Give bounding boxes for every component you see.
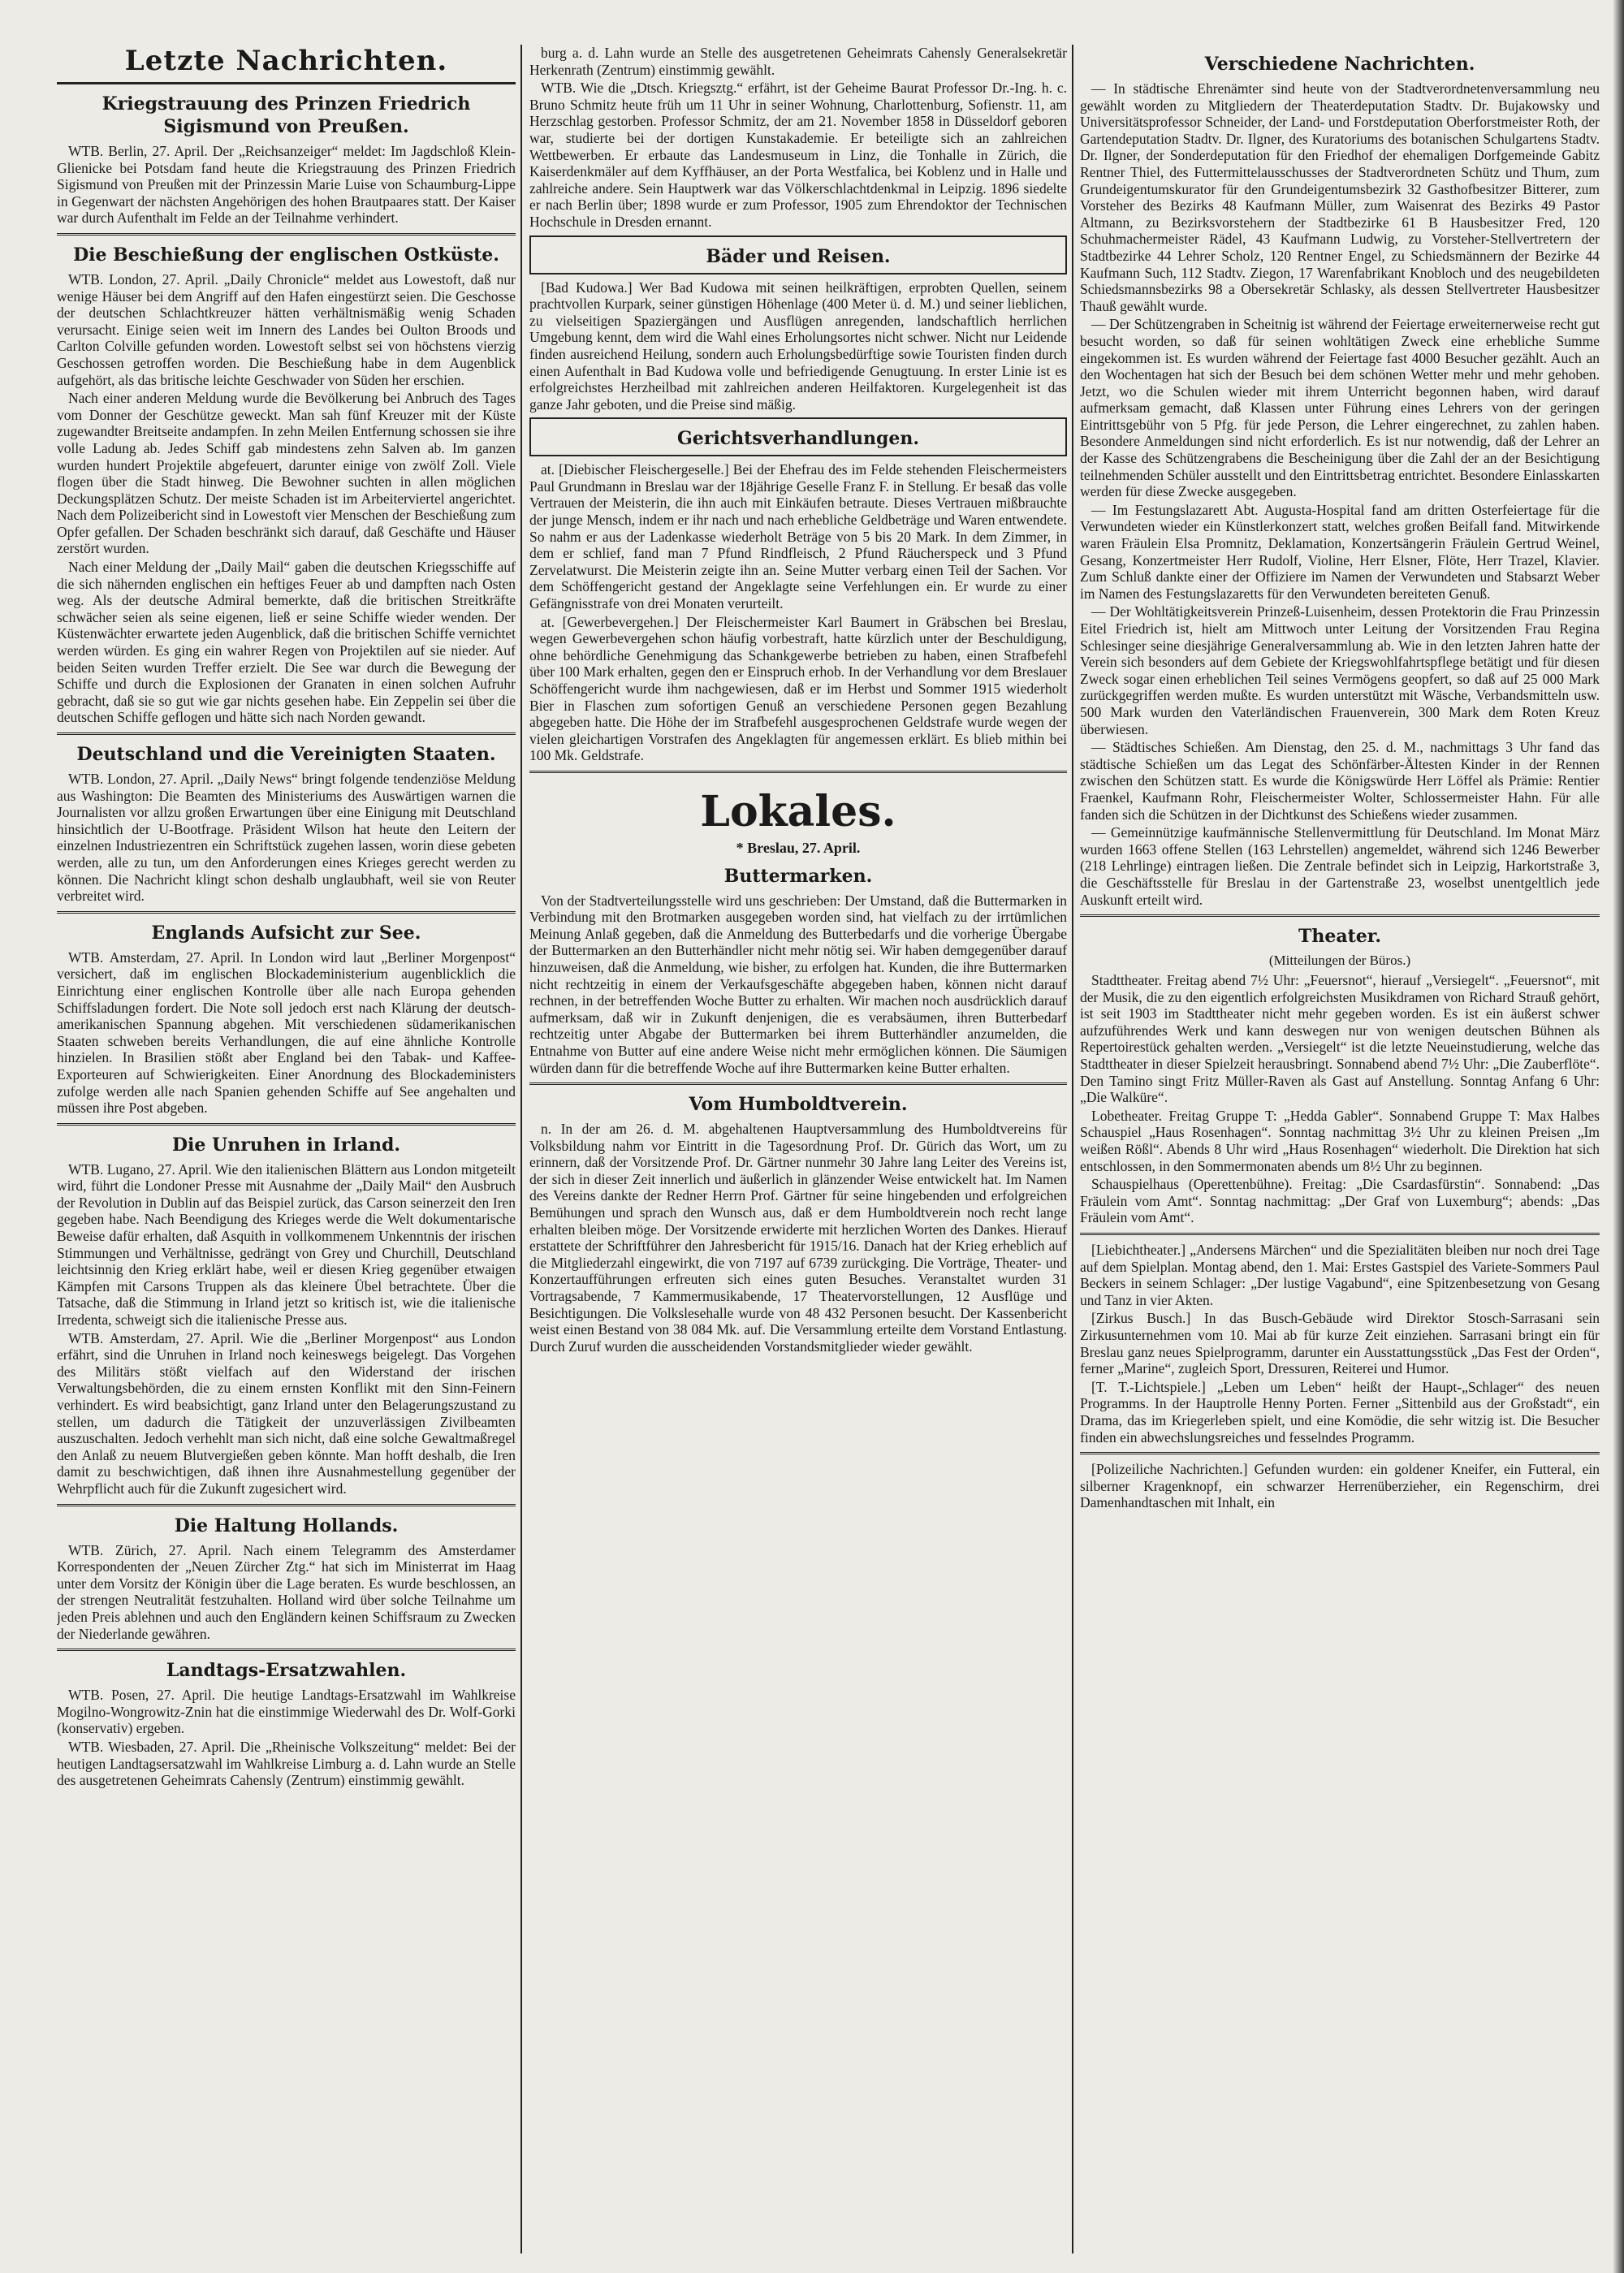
headline-butter: Buttermarken. <box>723 865 873 887</box>
article-war-wedding: WTB. Berlin, 27. April. Der „Reichsanzeiger“ meldet: Im Jagdschloß Klein-Glienicke bei Potsdam fand heute die Kriegstrauung des Prinzen Friedrich Sigismund von Preußen mit der Prinzessin Marie Luise von Schaumburg-Lippe in Gegenwart der nächsten Angehörigen des hohen Brautpaares statt. Der Kaiser war durch Aufenthalt im Felde an der Teilnahme verhindert. <box>57 143 516 227</box>
article-theater-2: Lobetheater. Freitag Gruppe T: „Hedda Gabler“. Sonnabend Gruppe T: Max Halbes Schauspiel „Haus Rosenhagen“. Sonntag nachmittag 3½ Uhr zu kleinen Preisen „Im weißen Rößl“. Abends 8 Uhr wird „Haus Rosenhagen“ wiederholt. Die Direktion hat sich entschlossen, in den Sommermonaten abends um 8½ Uhr zu beginnen. <box>1080 1107 1600 1174</box>
headline-local: Lokales. <box>700 786 896 836</box>
divider <box>1080 914 1600 917</box>
article-misc-4: — Der Wohltätigkeitsverein Prinzeß-Luisenheim, dessen Protektorin die Frau Prinzessin Eitel Friedrich ist, hielt am Mittwoch unter Leitung der Vorsitzenden Frau Regina Schlesinger seine diesjährige Generalversammlung ab. Wie in den letzten Jahren hatte der Verein sich besonders auf dem Gebiete der Kriegswohlfahrtspflege betätigt und für diesen Zweck sogar einen erheblichen Teil seines Vermögens geopfert, so daß auf 25 000 Mark zurückgegriffen werden mußte. Es wurden unterstützt mit Wäsche, Verbandsmitteln usw. 500 Mark wurden den Vaterländischen Frauenverein, 300 Mark dem Roten Kreuz überwiesen. <box>1080 603 1600 737</box>
section-baths-box <box>529 236 1067 274</box>
headline-war-wedding: Kriegstrauung des Prinzen Friedrich Sigismund von Preußen. <box>102 93 471 137</box>
headline-baths: Bäder und Reisen. <box>706 245 891 267</box>
divider <box>57 732 516 735</box>
article-misc-6: — Gemeinnützige kaufmännische Stellenvermittlung für Deutschland. Im Monat März wurden 1663 offene Stellen (163 Lehrstellen) angemeldet, während sich 1246 Bewerber (218 Lehrlinge) eintragen ließen. Die Zentrale befindet sich in Leipzig, Harkortstraße 3, die Geschäftsstelle für Breslau in der Gartenstraße 23, woselbst unentgeltlich jede Auskunft erteilt wird. <box>1080 824 1600 908</box>
section-masthead: Letzte Nachrichten. <box>57 45 516 84</box>
article-theater-1: Stadttheater. Freitag abend 7½ Uhr: „Feuersnot“, hierauf „Versiegelt“. „Feuersnot“, mit der Musik, die zu den eigentlich erfolgreichsten Musikdramen von Richard Strauß gehört, ist seit 1903 im Stadttheater nicht mehr gegeben worden. Es ist ein äußerst schwer aufzuführendes Werk und kann deswegen nur von wenigen deutschen Bühnen als Repertoirestück gehalten werden. „Versiegelt“ ist die letzte Neueinstudierung, welche das Stadttheater in dieser Spielzeit herausbringt. Sonnabend abend 7½ Uhr: „Die Zauberflöte“. Den Tamino singt Fritz Müller-Raven als Gast auf Anstellung. Sonntag Anfang 6 Uhr: „Die Walküre“. <box>1080 972 1600 1106</box>
divider <box>529 1082 1067 1085</box>
page-edge-shadow <box>1613 0 1624 2273</box>
headline-east-coast: Die Beschießung der englischen Ostküste. <box>73 244 499 266</box>
column-rule <box>1072 45 1073 2254</box>
article-misc-5: — Städtisches Schießen. Am Dienstag, den 25. d. M., nachmittags 3 Uhr fand das städtische Schießen um das Legat des Schönfärber-Ältesten Kinder in der Rennen zwischen den Schützen statt. Es wurde die Königswürde Herr Löffel als Prämie: Rentier Fraenkel, Kaufmann Rohr, Fleischermeister Wolter, Schlossermeister Hahn. Für alle fanden sich die Schützen in der Dichtkunst des Schießens wieder zusammen. <box>1080 739 1600 823</box>
headline-sea-control: Englands Aufsicht zur See. <box>151 922 421 944</box>
article-usa: WTB. London, 27. April. „Daily News“ bringt folgende tendenziöse Meldung aus Washington: Die Beamten des Ministeriums des Auswärtigen warnen die Journalisten vor allzu großen Erwartungen über eine Einigung mit Deutschland hinsichtlich der U-Bootfrage. Präsident Wilson hat heute den Leitern der einzelnen Industriezentren ein Schriftstück zugehen lassen, worin diese gebeten werden, alle zu tun, um den Anforderungen eines Krieges gerecht werden zu können. Die Nachricht klingt schon deshalb unglaubhaft, weil sie von Reuter verbreitet wird. <box>57 771 516 905</box>
article-police: [Polizeiliche Nachrichten.] Gefunden wurden: ein goldener Kneifer, ein Futteral, ein silberner Kragenknopf, ein schwarzer Herrenüberzieher, ein Regenschirm, drei Damenhandtaschen mit Inhalt, ein <box>1080 1461 1600 1511</box>
newspaper-page <box>57 45 1600 2254</box>
divider <box>57 911 516 914</box>
divider <box>1080 1233 1600 1235</box>
divider <box>57 233 516 236</box>
dateline: * Breslau, 27. April. <box>736 839 861 856</box>
column-middle <box>529 45 1067 2254</box>
article-humboldt: n. In der am 26. d. M. abgehaltenen Hauptversammlung des Humboldtvereins für Volksbildung nahm vor Eintritt in die Tagesordnung Prof. Dr. Gürich das Wort, um zu erinnern, daß der Vorsitzende Prof. Dr. Gärtner nunmehr 30 Jahre lang Leiter des Vereins ist, der sich in dieser Zeit innerlich und äußerlich in glänzender Weise entwickelt hat. Im Namen des Vereins dankte der Redner Herrn Prof. Gärtner für seine hingebenden und erfolgreichen Bemühungen und sprach den Wunsch aus, daß er dem Humboldtverein noch recht lange erhalten bleiben möge. Der Vorsitzende erwiderte mit herzlichen Worten des Dankes. Hierauf erstattete der Schriftführer den Jahresbericht für 1915/16. Danach hat der Krieg erheblich auf die Mitgliederzahl eingewirkt, die von 7197 auf 6739 zurückging. Die Vorträge, Theater- und Konzertaufführungen erfreuten sich eines guten Besuches. Veranstaltet wurden 31 Vortragsabende, 7 Kammermusikabende, 17 Theatervorstellungen, 12 Ausflüge und Besichtigungen. Die Volkslesehalle wurde von 48 432 Personen besucht. Der Kassenbericht weist einen Bestand von 38 084 Mk. auf. Die Versammlung erteilte dem Vorstand Entlastung. Durch Zuruf wurden die ausscheidenden Vorstandsmitglieder wieder gewählt. <box>529 1121 1067 1355</box>
article-butter: Von der Stadtverteilungsstelle wird uns geschrieben: Der Umstand, daß die Buttermarken in Verbindung mit den Brotmarken ausgegeben worden sind, hat vielfach zu der irrtümlichen Meinung Anlaß gegeben, daß die Anmeldung des Butterbedarfs und die vorherige Übergabe der Buttermarken an den Butterhändler nicht mehr nötig sei. Wir haben demgegenüber darauf hinzuweisen, daß die Anmeldung, wie bisher, zu erfolgen hat. Kunden, die ihre Buttermarken nicht rechtzeitig in einem der Verkaufsgeschäfte abgegeben haben, können nicht darauf rechnen, in der betreffenden Woche Butter zu erhalten. Wir machen noch ausdrücklich darauf aufmerksam, daß wir in Zukunft denjenigen, die es verabsäumen, ihren Butterbedarf rechtzeitig unter Abgabe der Buttermarken bei ihrem Butterhändler anzumelden, die Entnahme von Butter auf eine andere Weise nicht mehr ermöglichen können. Die Säumigen würden dann für die betreffende Woche auf ihre Buttermarken keine Butter erhalten. <box>529 892 1067 1076</box>
divider <box>57 1649 516 1651</box>
article-court-2: at. [Gewerbevergehen.] Der Fleischermeister Karl Baumert in Gräbschen bei Breslau, wegen Gewerbevergehen schon häufig vorbestraft, hatte kürzlich unter der Beschuldigung, ohne behördliche Genehmigung das Schankgewerbe betrieben zu haben, einen Strafbefehl über 100 Mark erhalten, gegen den er Einspruch erhob. In der Verhandlung vor dem Breslauer Schöffengericht wurde ihm nachgewiesen, daß er im Herbst und Sommer 1915 wiederholt Bier in Flaschen zum sofortigen Genuß an verschiedene Personen gegen Bezahlung abgegeben hatte. Die Höhe der im Strafbefehl ausgesprochenen Geldstrafe wurde wegen der vielen gleichartigen Vorstrafen des Angeklagten für angemessen erklärt. Es blieb mithin bei 100 Mk. Geldstrafe. <box>529 613 1067 764</box>
headline-holland: Die Haltung Hollands. <box>174 1515 399 1536</box>
article-elections-1: WTB. Posen, 27. April. Die heutige Landtags-Ersatzwahl im Wahlkreise Mogilno-Wongrowitz-Znin hat die einstimmige Wiederwahl des Dr. Wolf-Gorki (konservativ) ergeben. <box>57 1687 516 1737</box>
article-ireland-1: WTB. Lugano, 27. April. Wie den italienischen Blättern aus London mitgeteilt wird, führt die Londoner Presse mit Ausnahme der „Daily Mail“ den Ausbruch der Revolution in Dublin auf das Beispiel zurück, das Carson seinerzeit den Iren gegeben habe. Nach Beendigung des Krieges werde die Welt dokumentarische Beweise dafür erhalten, daß Asquith in vollkommenem Unkenntnis der irischen Stimmungen und Verhältnisse, gedrängt von Grey und Churchill, Deutschland leichtsinnig den Krieg erklärt habe, weil er diesen Krieg gegenüber etwaigen Kämpfen mit Carsons Truppen als das kleinere Übel betrachtete. Über die Tatsache, daß die Stimmung in Irland jetzt so kritisch ist, wie die italienische Irredenta, schweigt sich die italienische Presse aus. <box>57 1160 516 1329</box>
article-misc-3: — Im Festungslazarett Abt. Augusta-Hospital fand am dritten Osterfeiertage für die Verwundeten wieder ein Künstlerkonzert statt, welches großen Beifall fand. Mitwirkende waren Fräulein Elsa Promnitz, Deklamation, Konzertsängerin Fräulein Gertrud Weinel, Gesang, Konzertmeister Herr Rudolf, Violine, Herr Elsner, Flöte, Herr Trazel, Klavier. Zum Schluß dankte einer der Offiziere im Namen der Verwundeten und Stabsarzt Weber im Namen des Festungslazaretts für den Verwundeten bereiteten Genuß. <box>1080 501 1600 602</box>
divider <box>1080 1452 1600 1454</box>
article-ireland-2: WTB. Amsterdam, 27. April. Wie die „Berliner Morgenpost“ aus London erfährt, sind die Unruhen in Irland noch keineswegs beigelegt. Das Vorgehen des Militärs stößt vielfach auf den Widerstand der irischen Verwaltungsbehörden, die zu einem ernsten Konflikt mit den Sinn-Feinern verhindert. Es wird beabsichtigt, ganz Irland unter den Belagerungszustand zu stellen, um dadurch die Tätigkeit der unzuverlässigen Zivilbeamten auszuschalten. Jedoch verhehlt man sich nicht, daß eine solche Gewaltmaßregel den Anlaß zu neuem Blutvergießen geben könnte. Man hofft deshalb, die Iren damit zu beschwichtigen, daß ihnen ihre Ausnahmestellung gegenüber der Wehrpflicht auch für die Zukunft zugesichert wird. <box>57 1329 516 1497</box>
headline-elections: Landtags-Ersatzwahlen. <box>166 1660 407 1682</box>
headline-usa: Deutschland und die Vereinigten Staaten. <box>76 744 496 765</box>
article-sea-control: WTB. Amsterdam, 27. April. In London wird laut „Berliner Morgenpost“ versichert, daß im englischen Blockadeministerium augenblicklich die Einrichtung einer englischen Kontrolle über alle nach Europa gehenden Schiffsladungen fordert. Die Note soll jedoch erst nach Klärung der deutsch-amerikanischen Spannung abgehen. Mit verschiedenen südamerikanischen Staaten schweben bereits Verhandlungen, die auf eine ähnliche Kontrolle hinzielen. In Brasilien stößt aber England bei den Tabak- und Kaffee-Exporteuren auf Schwierigkeiten. Einer Anordnung des Blockadeministers zufolge werden alle nach Spanien gehenden Schiffe auf See angehalten und müssen ihre Post abgeben. <box>57 949 516 1117</box>
section-court-box <box>529 417 1067 456</box>
article-misc-1: — In städtische Ehrenämter sind heute von der Stadtverordnetenversammlung neu gewählt worden zu Mitgliedern der Theaterdeputation Stadtv. Dr. Bujakowsky und Universitätsprofessor Schneider, der Land- und Forstdeputation Oberforstmeister Roth, der Gartendeputation Stadtv. Dr. Ilgner, des Kuratoriums des botanischen Schulgartens Stadtv. Dr. Ilgner, der Sonderdeputation für den Friedhof der ehemaligen Dorfgemeinde Gabitz Rentner Thiel, des Futtermittelausschusses der Stadtverordneten Schütz und Thum, zum Grundeigentumskurator für den Grundeigentumsbezirk 32 Gasthofbesitzer Bitterer, zum Vorsteher des Bezirks 48 Kaufmann Müller, zum Waisenrat des Bezirks 49 Pastor Altmann, zu Bezirksvorstehern der Stadtbezirke 61 B Hausbesitzer Fred, 120 Schuhmachermeister Rädel, 43 Kaufmann Ludwig, zu Vorsteher-Stellvertretern der Stadtbezirke 44 Lehrer Scholz, 120 Rentner Engel, zu Schiedsmännern der Bezirke 44 Kaufmann Such, 112 Stadtv. Ziegon, 17 Warenfabrikant Knobloch und des neugebildeten Schiedsmannsbezirks 98 a Obersekretär Schlasky, als dessen Stellvertreter Hausbesitzer Thauß gewählt wurde. <box>1080 80 1600 314</box>
article-theater-6: [T. T.-Lichtspiele.] „Leben um Leben“ heißt der Haupt-„Schlager“ des neuen Programms. In der Hauptrolle Henny Porten. Ferner „Sittenbild aus der Großstadt“, ein Drama, das im Kriegerleben spielt, und eine Komödie, die sehr witzig ist. Die Besucher finden ein abwechslungsreiches und fesselndes Programm. <box>1080 1378 1600 1445</box>
article-misc-2: — Der Schützengraben in Scheitnig ist während der Feiertage erweiternerweise recht gut besucht worden, so daß für seinen wohltätigen Zweck eine erhebliche Summe eingekommen ist. Es wurden während der Feiertage fast 4000 Besucher gezählt. Auch an den Wochentagen hat sich der Besuch bei dem schönen Wetter mehr und mehr gehoben. Jetzt, wo die Schulen wieder mit ihrem Unterricht begonnen haben, wird darauf aufmerksam gemacht, daß Klassen unter Führung eines Lehrers von der geringen Eintrittsgebühr von 5 Pfg. für jede Person, die Lehrer eingerechnet, zu zahlen haben. Besondere Anmeldungen sind nicht erforderlich. Es ist nur notwendig, daß der Lehrer an der Kasse des Schützengrabens die Bescheinigung über die Zahl der an der Besichtigung teilnehmenden Schüler ausstellt und den Eintrittsbetrag entrichtet. Besondere Einlasskarten werden für diese Zwecke ausgegeben. <box>1080 316 1600 500</box>
article-east-coast-3: Nach einer Meldung der „Daily Mail“ gaben die deutschen Kriegsschiffe auf die sich nähernden englischen ein heftiges Feuer ab und dampften nach Osten weg. Als der deutsche Admiral bemerkte, daß die britischen Streitkräfte schwächer seien als seine eigenen, ließ er seine Schiffe wieder wenden. Der Küstenwächter erwartete jeden Augenblick, daß die britischen Schiffe vernichtet werden würden. Es ging ein wahrer Regen von Projektilen auf sie nieder. Auf beiden Seiten wurden Treffer erzielt. Die See war durch die Bewegung der Schiffe und durch die Explosionen der Granaten in einen solchen Aufruhr gebracht, daß sie so gut wie gar nichts gesehen habe. Ein Zeppelin sei über die deutschen Schiffe geflogen und hätte sich nach Norden gewandt. <box>57 559 516 726</box>
divider <box>529 771 1067 773</box>
headline-humboldt: Vom Humboldtverein. <box>689 1094 908 1116</box>
divider <box>57 1504 516 1506</box>
divider <box>57 1123 516 1126</box>
article-holland: WTB. Zürich, 27. April. Nach einem Telegramm des Amsterdamer Korrespondenten der „Neuen Zürcher Ztg.“ hat sich im Ministerrat im Haag unter dem Vorsitz der Königin über die Lage beraten. Es wurde beschlossen, an der strengen Neutralität festzuhalten. Holland wird über solche Teilnahme um jeden Preis ablehnen und auch den Engländern keinen Schiffsraum zu Zwecken der Niederlande gewähren. <box>57 1541 516 1642</box>
article-east-coast-2: Nach einer anderen Meldung wurde die Bevölkerung bei Anbruch des Tages vom Donner der Geschütze geweckt. Man sah fünf Kreuzer mit der Küste zugewandter Breitseite andampfen. In zehn Meilen Entfernung schossen sie ihre volle Ladung ab. Jedes Schiff gab mindestens zehn Salven ab. Im ganzen wurden hundert Projektile abgefeuert, darunter einige von zwölf Zoll. Viele flogen über die Stadt hinweg. Die Bewohner suchten in allen möglichen Deckungsplätzen Schutz. Der meiste Schaden ist im Arbeiterviertel angerichtet. Nach dem Polizeibericht sind in Lowestoft vier Menschen der Beschießung zum Opfer gefallen. Der Schaden beschränkt sich darauf, daß Geschäfte und Häuser zerstört wurden. <box>57 390 516 557</box>
headline-theater: Theater. <box>1298 926 1381 948</box>
column-right <box>1080 45 1600 2254</box>
article-court-1: at. [Diebischer Fleischergeselle.] Bei der Ehefrau des im Felde stehenden Fleischermeisters Paul Grundmann in Breslau war der 18jährige Geselle Franz F. in Stellung. Er besaß das volle Vertrauen der Meisterin, die ihn auch mit Einkäufen betraute. Dieses Vertrauen mißbrauchte der junge Mensch, indem er ihr nach und nach erhebliche Geldbeträge und Waren entwendete. So nahm er aus der Ladenkasse wiederholt Beträge von 5 bis 20 Mark. In dem Zimmer, in dem er schlief, fand man 7 Pfund Rindfleisch, 2 Pfund Räucherspeck und 3 Pfund Zervelatwurst. Die Meisterin zeigte ihn an. Seine Mutter verbarg einen Teil der Sachen. Vor dem Schöffengericht gestand der Angeklagte seine Verfehlungen ein. Er wurde zu einer Gefängnisstrafe von drei Monaten verurteilt. <box>529 461 1067 612</box>
headline-misc: Verschiedene Nachrichten. <box>1204 54 1475 75</box>
article-continued: burg a. d. Lahn wurde an Stelle des ausgetretenen Geheimrats Cahensly Generalsekretär Herkenrath (Zentrum) einstimmig gewählt. <box>529 45 1067 78</box>
article-bad-kudowa: [Bad Kudowa.] Wer Bad Kudowa mit seinen heilkräftigen, erprobten Quellen, seinem prachtvollen Kurpark, seiner günstigen Höhenlage (400 Meter ü. d. M.) und seiner lieblichen, zu vielseitigen Spaziergängen und Ausflügen anregenden, landschaftlich herrlichen Umgebung kennt, dem wird die Wahl eines Erholungsortes nicht schwer. Nicht nur Leidende finden ausreichend Heilung, sondern auch Erholungsbedürftige sowie Touristen finden durch einen Aufenthalt in Bad Kudowa volle und befriedigende Genugtuung. In erster Linie ist es erfolgreichstes Herzheilbad mit zahlreichen anderen Heilfaktoren. Kurgelegenheit ist das ganze Jahr geboten, und die Preise sind mäßig. <box>529 279 1067 413</box>
column-left <box>57 45 516 2254</box>
column-rule <box>520 45 522 2254</box>
article-theater-5: [Zirkus Busch.] In das Busch-Gebäude wird Direktor Stosch-Sarrasani sein Zirkusunternehmen vom 10. Mai ab für kurze Zeit einziehen. Sarrasani bringt ein für Breslau ganz neues Spielprogramm, darunter ein Ausstattungsstück „Das Fest der Orden“, ferner „Marine“, zugleich Sport, Dressuren, Reiterei und Humor. <box>1080 1310 1600 1377</box>
article-bruno-schmitz: WTB. Wie die „Dtsch. Kriegsztg.“ erfährt, ist der Geheime Baurat Professor Dr.-Ing. h. c. Bruno Schmitz heute früh um 11 Uhr in seiner Wohnung, Charlottenburg, Sofienstr. 11, am Herzschlag gestorben. Professor Schmitz, der am 21. November 1858 in Düsseldorf geboren war, studierte bei der dortigen Kunstakademie. Er beteiligte sich an zahlreichen Wettbewerben. Er erbaute das Landesmuseum in Linz, die Tonhalle in Zürich, die Kaiserdenkmäler auf dem Kyffhäuser, an der Porta Westfalica, bei Koblenz und in Halle und zahlreiche andere. Sein Hauptwerk war das Völkerschlachtdenkmal in Leipzig. 1896 siedelte er nach Berlin über; 1898 wurde er zum Professor, 1905 zum Ehrendoktor der Technischen Hochschule in Dresden ernannt. <box>529 80 1067 230</box>
headline-ireland: Die Unruhen in Irland. <box>171 1134 401 1156</box>
headline-court: Gerichtsverhandlungen. <box>676 428 920 450</box>
article-theater-4: [Liebichtheater.] „Andersens Märchen“ und die Spezialitäten bleiben nur noch drei Tage auf dem Spielplan. Montag abend, den 1. Mai: Erstes Gastspiel des Variete-Sommers Paul Beckers in seinem Schlager: „Der lustige Vagabund“, eine Spitzenbesetzung von Gesang und Tanz in vier Akten. <box>1080 1242 1600 1308</box>
article-elections-2: WTB. Wiesbaden, 27. April. Die „Rheinische Volkszeitung“ meldet: Bei der heutigen Landtagsersatzwahl im Wahlkreise Limburg a. d. Lahn wurde an Stelle des ausgetretenen Geheimrats Cahensly (Zentrum) einstimmig gewählt. <box>57 1738 516 1789</box>
article-theater-3: Schauspielhaus (Operettenbühne). Freitag: „Die Csardasfürstin“. Sonnabend: „Das Fräulein vom Amt“. Sonntag nachmittag: „Der Graf von Luxemburg“; abends: „Das Fräulein vom Amt“. <box>1080 1176 1600 1226</box>
theater-subtitle: (Mitteilungen der Büros.) <box>1268 953 1411 969</box>
article-east-coast-1: WTB. London, 27. April. „Daily Chronicle“ meldet aus Lowestoft, daß nur wenige Häuser bei dem Angriff auf den Hafen eingestürzt seien. Die Geschosse der deutschen Schlachtkreuzer hätten verhältnismäßig wenig Schaden verursacht. Einige seien weit im Innern des Landes bei Oulton Broods und Carlton Colville gefunden worden. Lowestoft selbst sei von höchstens vierzig Geschossen getroffen worden. Die Beschießung habe in dem Augenblick aufgehört, als das britische leichte Geschwader von Süden her erschien. <box>57 270 516 388</box>
